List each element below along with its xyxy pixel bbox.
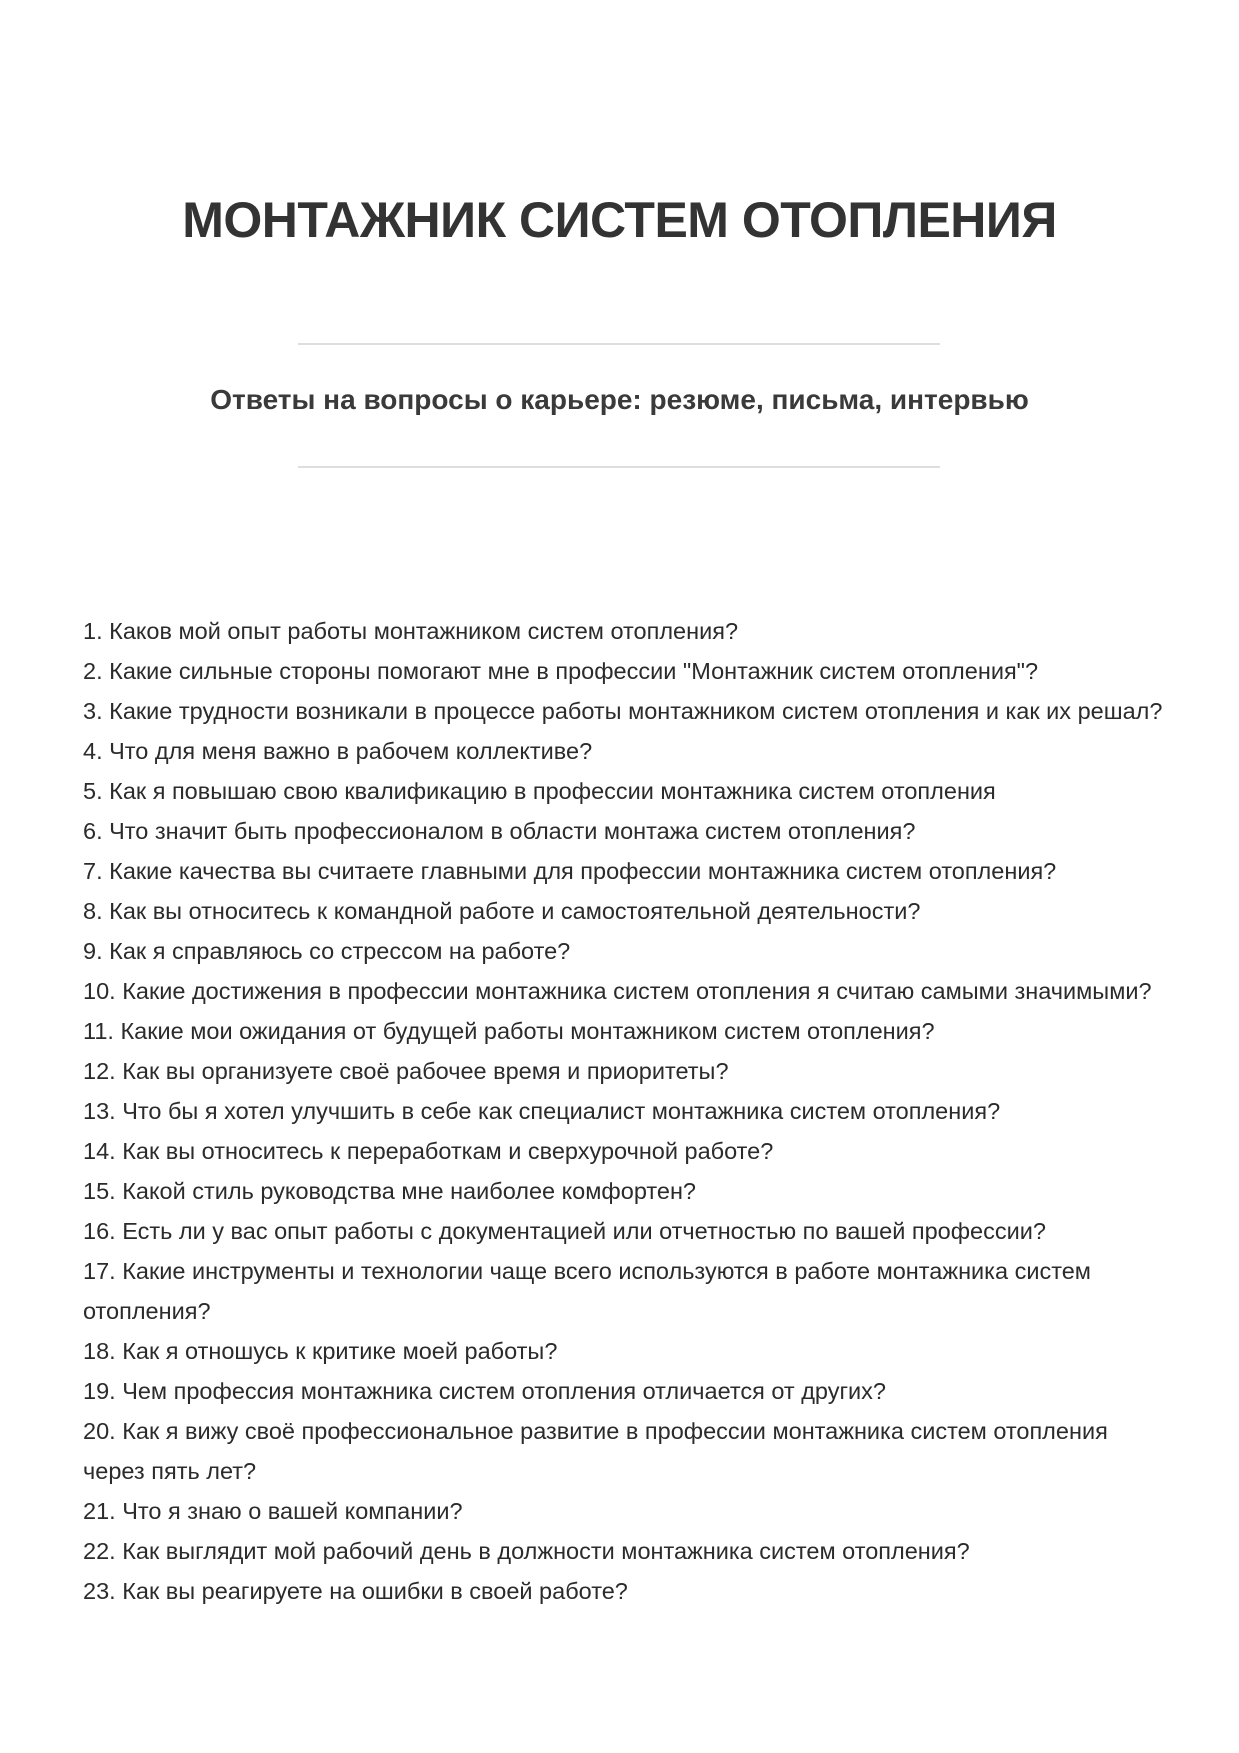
question-item: 4. Что для меня важно в рабочем коллективе? [83, 738, 593, 764]
question-item: 3. Какие трудности возникали в процессе работы монтажником систем отопления и как их решал? [83, 698, 1163, 724]
question-item: 1. Каков мой опыт работы монтажником систем отопления? [83, 618, 739, 644]
question-item: 10. Какие достижения в профессии монтажника систем отопления я считаю самыми значимыми? [83, 978, 1152, 1004]
divider-top [298, 343, 940, 345]
question-item: 8. Как вы относитесь к командной работе и самостоятельной деятельности? [83, 898, 921, 924]
question-item: 9. Как я справляюсь со стрессом на работе? [83, 938, 571, 964]
question-item: 17. Какие инструменты и технологии чаще всего используются в работе монтажника систем отопления? [83, 1258, 1091, 1324]
question-item: 6. Что значит быть профессионалом в области монтажа систем отопления? [83, 818, 916, 844]
question-item: 20. Как я вижу своё профессиональное развитие в профессии монтажника систем отопления через пять лет? [83, 1418, 1108, 1484]
question-item: 23. Как вы реагируете на ошибки в своей работе? [83, 1578, 628, 1604]
question-item: 16. Есть ли у вас опыт работы с документацией или отчетностью по вашей профессии? [83, 1218, 1046, 1244]
questions-list [83, 611, 1163, 1611]
question-item: 19. Чем профессия монтажника систем отопления отличается от других? [83, 1378, 887, 1404]
question-item: 2. Какие сильные стороны помогают мне в профессии "Монтажник систем отопления"? [83, 658, 1039, 684]
divider-bottom [298, 466, 940, 468]
question-item: 15. Какой стиль руководства мне наиболее комфортен? [83, 1178, 696, 1204]
question-item: 22. Как выглядит мой рабочий день в должности монтажника систем отопления? [83, 1538, 970, 1564]
page-title: МОНТАЖНИК СИСТЕМ ОТОПЛЕНИЯ [182, 192, 1057, 248]
question-item: 21. Что я знаю о вашей компании? [83, 1498, 463, 1524]
question-item: 13. Что бы я хотел улучшить в себе как специалист монтажника систем отопления? [83, 1098, 1001, 1124]
page-subtitle: Ответы на вопросы о карьере: резюме, письма, интервью [210, 384, 1029, 415]
question-item: 7. Какие качества вы считаете главными для профессии монтажника систем отопления? [83, 858, 1057, 884]
question-item: 14. Как вы относитесь к переработкам и сверхурочной работе? [83, 1138, 774, 1164]
question-item: 11. Какие мои ожидания от будущей работы монтажником систем отопления? [83, 1018, 935, 1044]
question-item: 5. Как я повышаю свою квалификацию в профессии монтажника систем отопления [83, 778, 996, 804]
question-item: 12. Как вы организуете своё рабочее время и приоритеты? [83, 1058, 729, 1084]
question-item: 18. Как я отношусь к критике моей работы? [83, 1338, 558, 1364]
